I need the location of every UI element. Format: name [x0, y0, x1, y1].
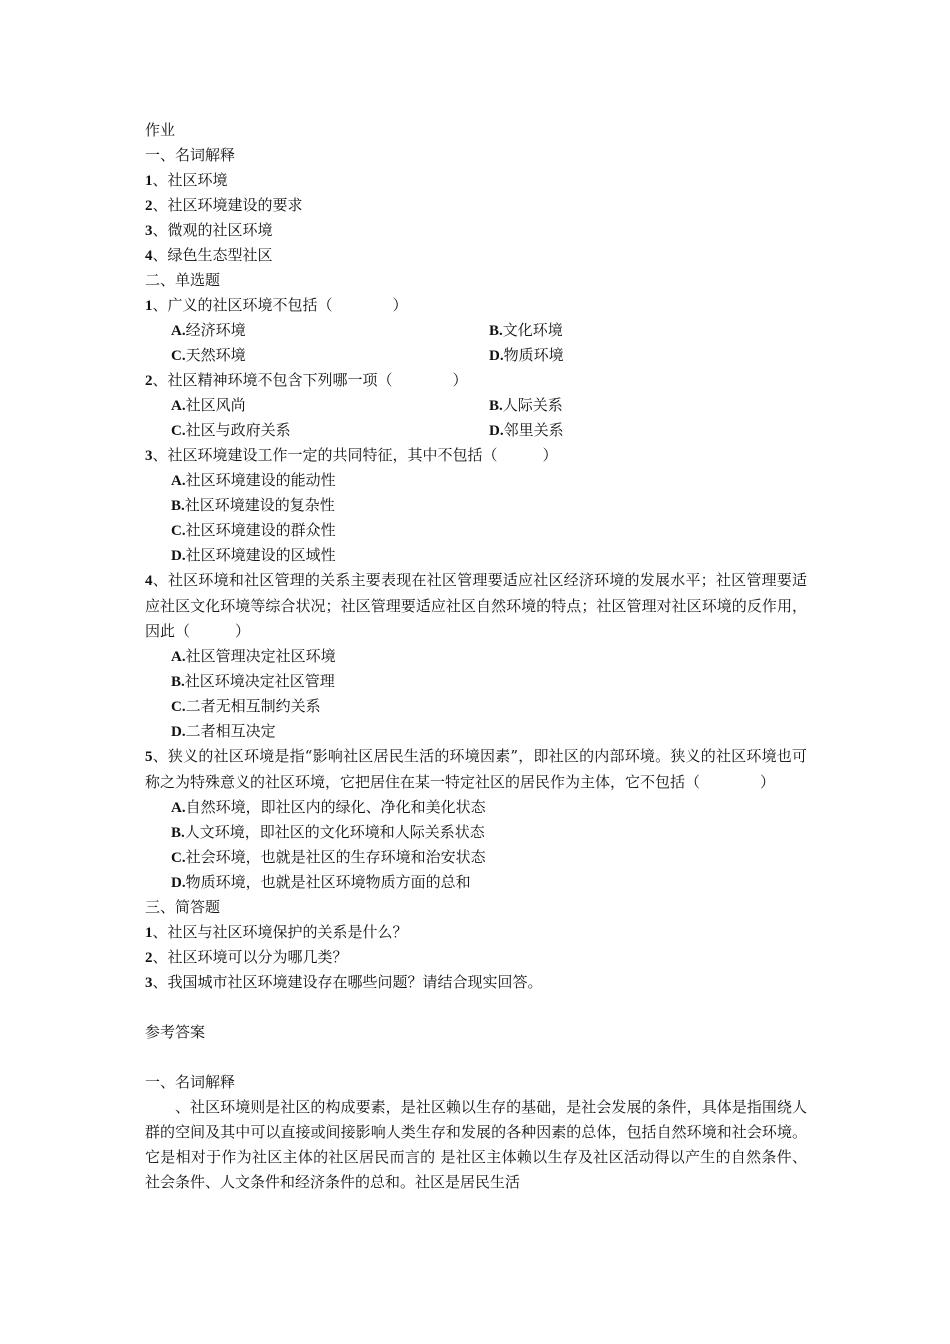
option-d: D.邻里关系 — [489, 421, 564, 439]
question-1: 1、广义的社区环境不包括（ ） — [145, 296, 408, 314]
answers-heading: 一、名词解释 — [145, 1073, 236, 1091]
option-b: B.文化环境 — [489, 321, 563, 339]
option-c: C.社区与政府关系 — [171, 421, 291, 439]
option-b: B.人际关系 — [489, 396, 563, 414]
option-row — [145, 418, 807, 443]
option-a: A.经济环境 — [171, 321, 246, 339]
option-d: D.物质环境，也就是社区环境物质方面的总和 — [171, 873, 471, 891]
option-row — [145, 393, 807, 418]
term-item: 1、社区环境 — [145, 171, 228, 189]
section3-heading: 三、简答题 — [145, 898, 221, 916]
term-item: 2、社区环境建设的要求 — [145, 196, 303, 214]
question-4: 4、社区环境和社区管理的关系主要表现在社区管理要适应社区经济环境的发展水平；社区管理要适应社区文化环境等综合状况；社区管理要适应社区自然环境的特点；社区管理对社区环境的反作用，因此（ ） — [145, 571, 807, 640]
document-page — [145, 118, 807, 1195]
option-a: A.社区风尚 — [171, 396, 246, 414]
option-d: D.物质环境 — [489, 346, 564, 364]
term-item: 3、微观的社区环境 — [145, 221, 273, 239]
short-answer-item: 1、社区与社区环境保护的关系是什么？ — [145, 923, 408, 941]
option-c: C.天然环境 — [171, 346, 246, 364]
option-b: B.社区环境决定社区管理 — [171, 672, 335, 690]
page-title: 作业 — [145, 121, 176, 139]
option-d: D.二者相互决定 — [171, 722, 276, 740]
section1-heading: 一、名词解释 — [145, 146, 236, 164]
option-d: D.社区环境建设的区域性 — [171, 546, 336, 564]
option-c: C.社会环境，也就是社区的生存环境和治安状态 — [171, 848, 486, 866]
option-a: A.社区管理决定社区环境 — [171, 647, 336, 665]
question-5: 5、狭义的社区环境是指“影响社区居民生活的环境因素”，即社区的内部环境。狭义的社区环境也可称之为特殊意义的社区环境，它把居住在某一特定社区的居民作为主体，它不包括（ ） — [145, 747, 807, 791]
question-2: 2、社区精神环境不包含下列哪一项（ ） — [145, 371, 468, 389]
option-b: B.社区环境建设的复杂性 — [171, 496, 335, 514]
option-b: B.人文环境，即社区的文化环境和人际关系状态 — [171, 823, 485, 841]
option-row — [145, 318, 807, 343]
option-a: A.社区环境建设的能动性 — [171, 471, 336, 489]
answers-title: 参考答案 — [145, 1023, 206, 1041]
option-row — [145, 343, 807, 368]
option-a: A.自然环境，即社区内的绿化、净化和美化状态 — [171, 798, 486, 816]
short-answer-item: 3、我国城市社区环境建设存在哪些问题？请结合现实回答。 — [145, 973, 543, 991]
option-c: C.社区环境建设的群众性 — [171, 521, 336, 539]
short-answer-item: 2、社区环境可以分为哪几类？ — [145, 948, 348, 966]
question-3: 3、社区环境建设工作一定的共同特征，其中不包括（ ） — [145, 446, 558, 464]
section2-heading: 二、单选题 — [145, 271, 221, 289]
answer-paragraph: 、社区环境则是社区的构成要素，是社区赖以生存的基础，是社会发展的条件，具体是指围绕人群的空间及其中可以直接或间接影响人类生存和发展的各种因素的总体，包括自然环境和社会环境。它是相对于作为社区主体的社区居民而言的 是社区主体赖以生存及社区活动得以产生的自然条件、社会条件、人文条件和经济条件的总和。社区是居民生活 — [145, 1098, 807, 1191]
option-c: C.二者无相互制约关系 — [171, 697, 321, 715]
term-item: 4、绿色生态型社区 — [145, 246, 273, 264]
